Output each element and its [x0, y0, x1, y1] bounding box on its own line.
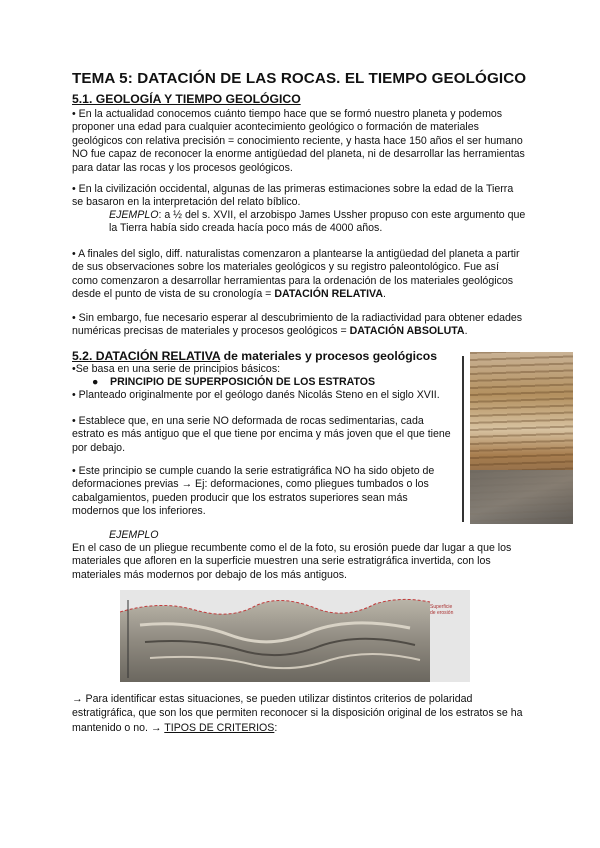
- recumbent-fold-photo: [120, 590, 470, 682]
- paragraph-deformations: • Este principio se cumple cuando la serie estratigráfica NO ha sido objeto de deformaciones previas → Ej: deformaciones, como pliegues tumbados o los cabalgamientos, pueden producir que los estratos superiores sean más modernos que los inferiores.: [72, 465, 435, 518]
- section-heading-1: 5.1. GEOLOGÍA Y TIEMPO GEOLÓGICO: [72, 92, 301, 106]
- radioactivity-text: • Sin embargo, fue necesario esperar al descubrimiento de la radiactividad para obtener edades numéricas precisas de materiales y procesos geológicos =: [72, 312, 523, 338]
- bullet-icon: ●: [92, 376, 99, 388]
- example-label: EJEMPLO: [109, 209, 159, 221]
- paragraph-naturalists: • A finales del siglo, diff. naturalistas comenzaron a plantearse la antigüedad del planeta a partir de sus observaciones sobre los materiales geológicos y su registro paleontológico. Fue así como comenzaron a desarrollar herramientas para la ordenación de los materiales geológicos desde el punto de vista de su cronología = DATACIÓN RELATIVA.: [72, 248, 520, 301]
- section-heading-2-underlined: 5.2. DATACIÓN RELATIVA: [72, 349, 221, 363]
- paragraph-current-knowledge: • En la actualidad conocemos cuánto tiempo hace que se formó nuestro planeta y podemos proponer una edad para cualquier acontecimiento geológico o formación de materiales geológicos con relativa precisión = conocimiento reciente, y hasta hace 150 años el ser humano NO fue capaz de reconocer la enorme antigüedad del planeta, ni de desarrollar las herramientas para datar las rocas y los procesos geológicos.: [72, 108, 525, 174]
- fold-legend: [430, 604, 453, 616]
- page-title: TEMA 5: DATACIÓN DE LAS ROCAS. EL TIEMPO GEOLÓGICO: [72, 70, 527, 87]
- paragraph-radioactivity: • Sin embargo, fue necesario esperar al descubrimiento de la radiactividad para obtener edades numéricas precisas de materiales y procesos geológicos = DATACIÓN ABSOLUTA.: [72, 312, 523, 338]
- naturalists-text: • A finales del siglo, diff. naturalistas comenzaron a plantearse la antigüedad del planeta a partir de sus observaciones sobre los materiales geológicos y su registro paleontológico. Fue así como comenzaron a desarrollar herramientas para la ordenación de los materiales geológicos desde el punto de vista de su cronología =: [72, 248, 520, 301]
- strata-photo-base: [470, 470, 573, 524]
- paragraph-superposition: • Establece que, en una serie NO deformada de rocas sedimentarias, cada estrato es más antiguo que el que tiene por encima y más joven que el que tiene por debajo.: [72, 415, 451, 454]
- section-heading-2: [72, 349, 437, 363]
- paragraph-steno: • Planteado originalmente por el geólogo danés Nicolás Steno en el siglo XVII.: [72, 389, 440, 401]
- polarity-end: :: [274, 721, 278, 734]
- principle-label: PRINCIPIO DE SUPERPOSICIÓN DE LOS ESTRATOS: [110, 376, 376, 388]
- section-heading-2-rest: de materiales y procesos geológicos: [220, 349, 438, 363]
- paragraph-polarity-criteria: [72, 692, 527, 735]
- example-label-2: EJEMPLO: [109, 529, 159, 541]
- legend-line-1: Superficie: [430, 604, 453, 610]
- example-text: : a ½ del s. XVII, el arzobispo James Ussher propuso con este argumento que la Tierra había sido creada hacía poco más de 4000 años.: [109, 209, 526, 235]
- principle-item: [72, 376, 462, 389]
- paragraph-ussher-example: [72, 209, 527, 236]
- polarity-text: → Para identificar estas situaciones, se pueden utilizar distintos criterios de polaridad estratigráfica, que son los que permiten reconocer si la disposición original de los estratos se ha mantenido o no. →: [72, 693, 523, 734]
- photo-scale-bar: [462, 356, 464, 522]
- relative-dating-term: DATACIÓN RELATIVA: [274, 288, 383, 301]
- paragraph-biblical-estimates: • En la civilización occidental, algunas de las primeras estimaciones sobre la edad de la Tierra se basaron en la interpretación del relato bíblico.: [72, 183, 514, 209]
- fold-photo-illustration: [120, 590, 470, 682]
- legend-line-2: de erosión: [430, 610, 454, 616]
- criteria-types-link[interactable]: TIPOS DE CRITERIOS: [164, 721, 275, 734]
- absolute-dating-term: DATACIÓN ABSOLUTA: [349, 325, 465, 338]
- example-heading: [72, 529, 409, 542]
- paragraph-recumbent-fold: En el caso de un pliegue recumbente como el de la foto, su erosión puede dar lugar a que los materiales que afloren en la superficie muestren una serie estratigráfica invertida, con los materiales más modernos por debajo de los más antiguos.: [72, 542, 512, 581]
- paragraph-basic-principles: •Se basa en una serie de principios básicos:: [72, 363, 281, 375]
